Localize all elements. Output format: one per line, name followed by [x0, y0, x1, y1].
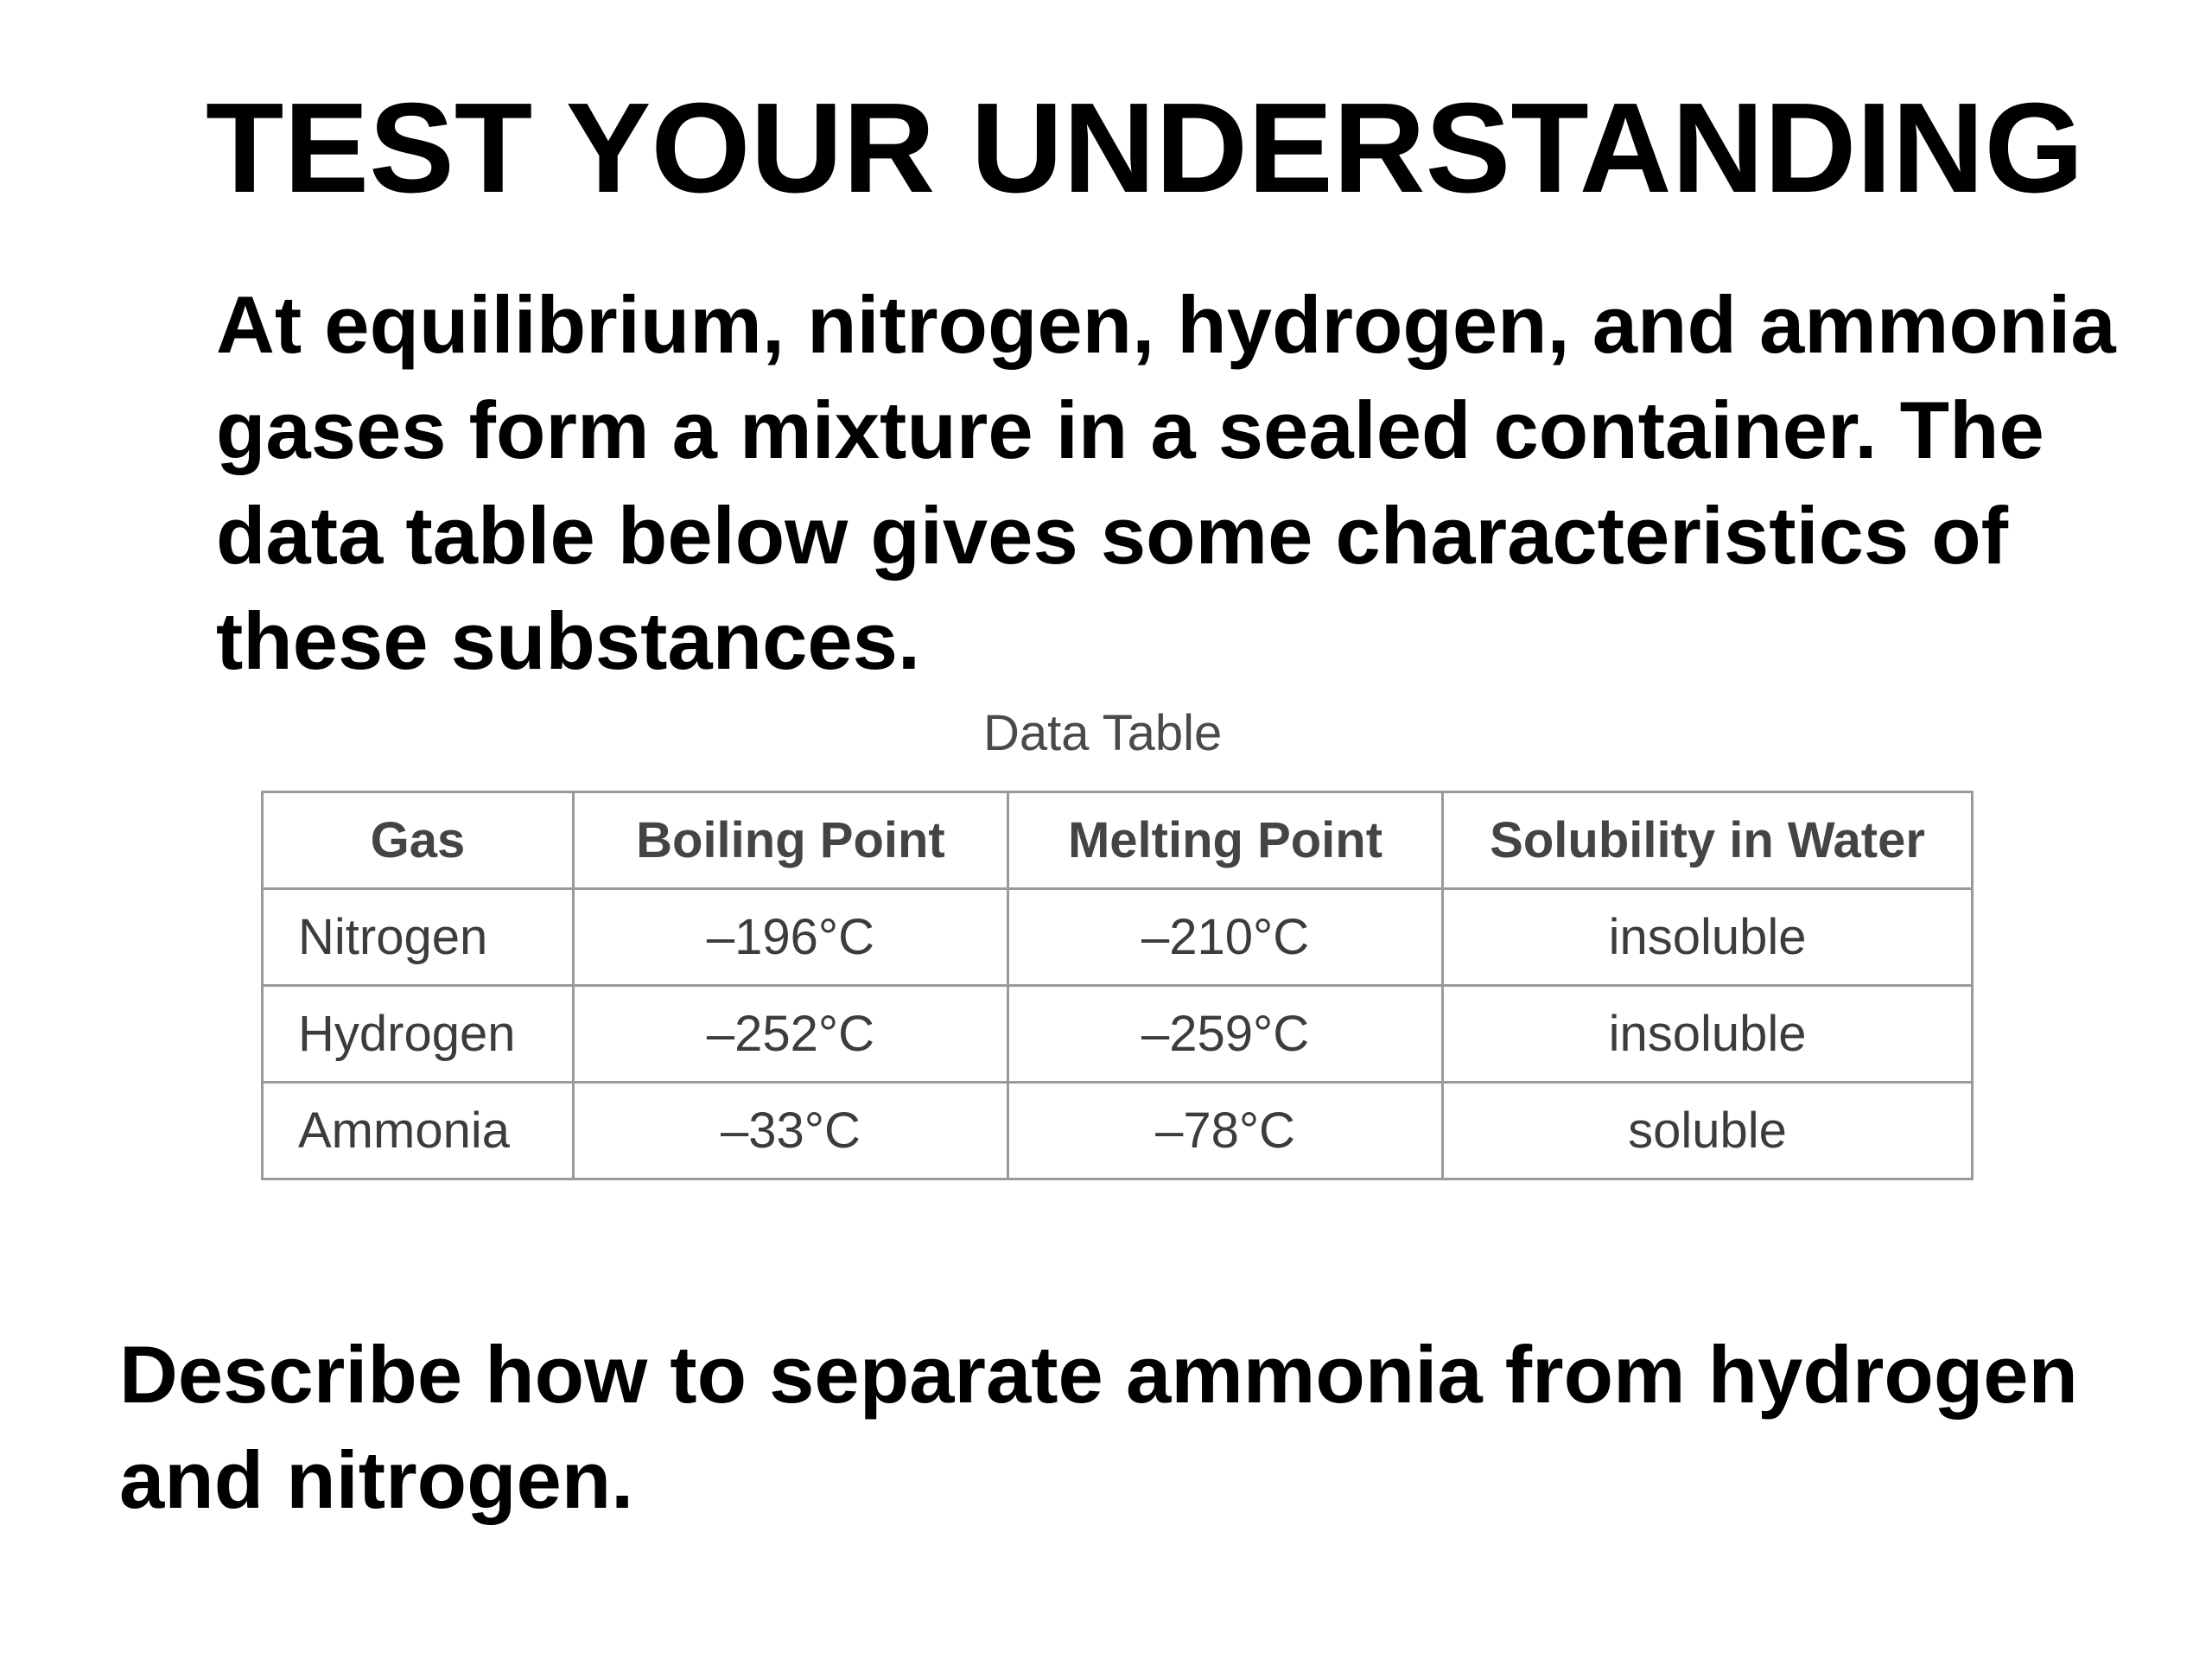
boiling-point-cell: –196°C — [573, 889, 1007, 986]
header-solubility: Solubility in Water — [1443, 792, 1973, 889]
table-caption: Data Table — [983, 705, 1223, 761]
gas-name-cell: Hydrogen — [263, 986, 574, 1083]
table-row — [263, 1083, 1973, 1179]
table-row — [263, 889, 1973, 986]
boiling-point-cell: –252°C — [573, 986, 1007, 1083]
melting-point-cell: –78°C — [1007, 1083, 1442, 1179]
melting-point-cell: –259°C — [1007, 986, 1442, 1083]
question-paragraph: Describe how to separate ammonia from hydrogen and nitrogen. — [119, 1329, 2078, 1525]
solubility-cell: insoluble — [1443, 889, 1973, 986]
boiling-point-cell: –33°C — [573, 1083, 1007, 1179]
solubility-cell: insoluble — [1443, 986, 1973, 1083]
melting-point-cell: –210°C — [1007, 889, 1442, 986]
gas-name-cell: Nitrogen — [263, 889, 574, 986]
intro-paragraph: At equilibrium, nitrogen, hydrogen, and ammonia gases form a mixture in a sealed container. The data table below gives some characteristics of these substances. — [216, 279, 2116, 686]
slide-title: TEST YOUR UNDERSTANDING — [206, 77, 2084, 219]
solubility-cell: soluble — [1443, 1083, 1973, 1179]
header-gas: Gas — [263, 792, 574, 889]
gas-name-cell: Ammonia — [263, 1083, 574, 1179]
header-melting-point: Melting Point — [1007, 792, 1442, 889]
table-header-row — [263, 792, 1973, 889]
data-table — [261, 791, 1974, 1180]
table-row — [263, 986, 1973, 1083]
header-boiling-point: Boiling Point — [573, 792, 1007, 889]
